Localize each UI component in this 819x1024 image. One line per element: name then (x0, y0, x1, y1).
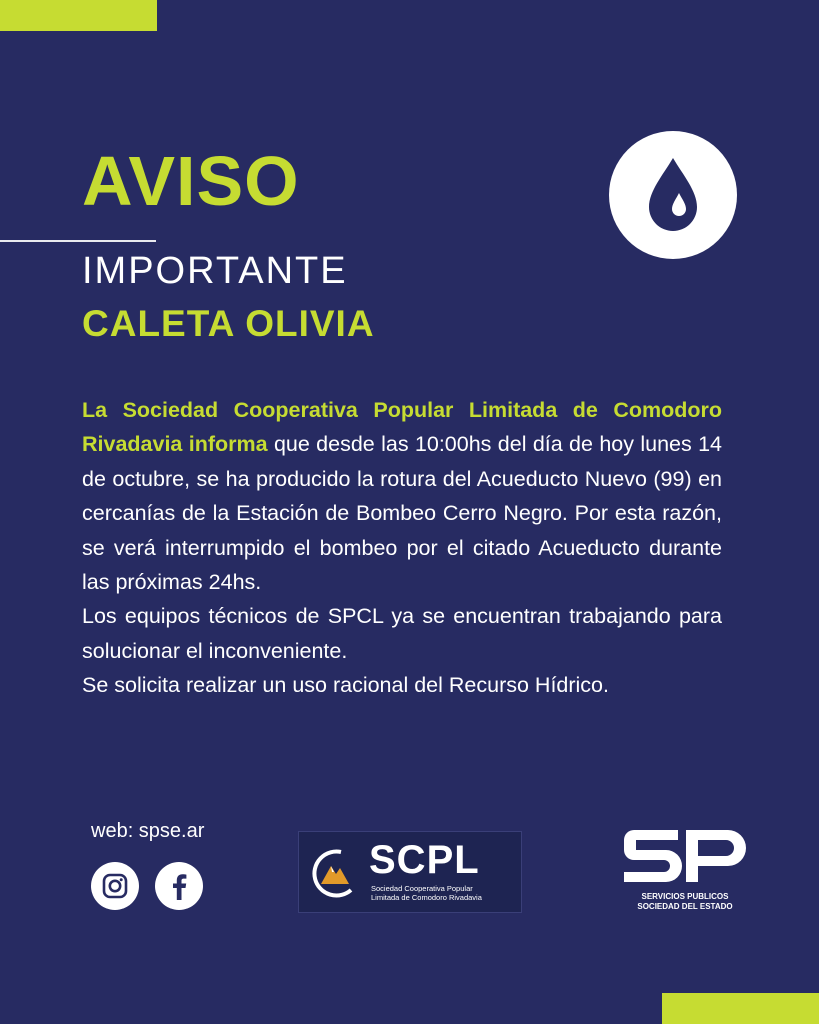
scpl-name: SCPL (369, 838, 480, 882)
instagram-button[interactable] (91, 862, 139, 910)
sp-subtitle-line-2: SOCIEDAD DEL ESTADO (637, 902, 733, 911)
instagram-icon (91, 862, 139, 910)
scpl-subtitle-line-1: Sociedad Cooperativa Popular (371, 884, 473, 893)
scpl-emblem-icon (299, 832, 369, 912)
notice-paragraph-3: Se solicita realizar un uso racional del Recurso Hídrico. (82, 673, 609, 698)
scpl-subtitle (371, 884, 482, 902)
facebook-icon (155, 862, 203, 910)
sp-subtitle-line-1: SERVICIOS PUBLICOS (641, 892, 729, 901)
accent-bar-top (0, 0, 157, 31)
notice-paragraph-1-text: que desde las 10:00hs del día de hoy lunes 14 de octubre, se ha producido la rotura del Acueducto Nuevo (99) en cercanías de la Estación de Bombeo Cerro Negro. Por esta razón, se verá interrumpido el bombeo por el citado Acueducto durante las próximas 24hs. (82, 432, 722, 595)
location-title: CALETA OLIVIA (82, 303, 375, 344)
water-drop-icon (609, 131, 737, 259)
accent-bar-bottom (662, 993, 819, 1024)
website-link[interactable]: web: spse.ar (91, 820, 205, 842)
facebook-button[interactable] (155, 862, 203, 910)
scpl-logo (298, 831, 522, 913)
sp-logo (620, 826, 750, 916)
notice-paragraph-2: Los equipos técnicos de SPCL ya se encuentran trabajando para solucionar el inconveniente. (82, 604, 722, 663)
page-title: AVISO (82, 142, 300, 220)
notice-body (82, 393, 722, 703)
sp-subtitle (620, 892, 750, 912)
page-subtitle: IMPORTANTE (82, 250, 348, 292)
water-drop-badge (609, 131, 737, 259)
notice-highlight: La Sociedad Cooperativa Popular Limitada de Comodoro Rivadavia informa (82, 398, 722, 457)
scpl-subtitle-line-2: Limitada de Comodoro Rivadavia (371, 893, 482, 902)
sp-mark-icon (620, 826, 750, 890)
notice-paragraph-1 (82, 393, 722, 599)
divider (0, 240, 156, 242)
